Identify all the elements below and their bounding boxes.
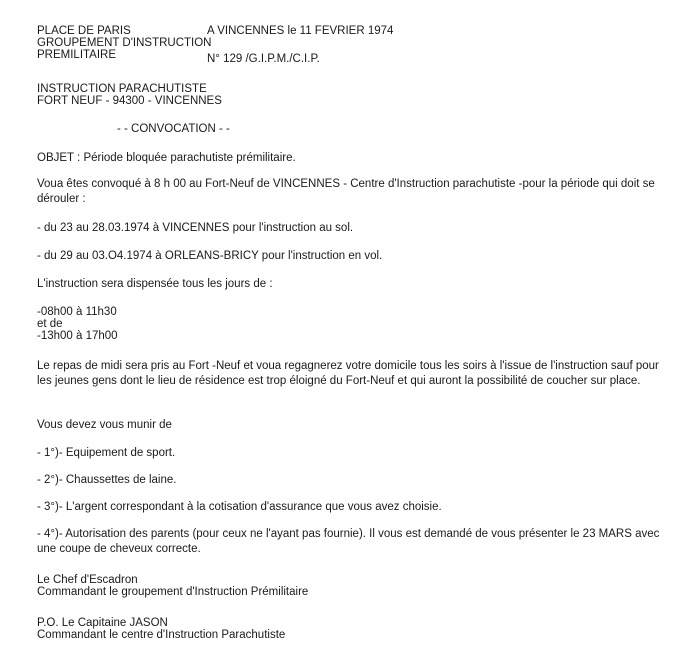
signature-chef-title: Le Chef d'Escadron: [37, 574, 138, 586]
schedule-afternoon: -13h00 à 17h00: [37, 330, 118, 342]
header-place: PLACE DE PARIS: [37, 25, 131, 37]
equipment-item: - 1°)- Equipement de sport.: [37, 447, 176, 459]
signature-chef-role: Commandant le groupement d'Instruction Prémilitaire: [37, 586, 309, 598]
unit-name: INSTRUCTION PARACHUTISTE: [37, 83, 207, 95]
signature-capitaine-role: Commandant le centre d'Instruction Parachutiste: [37, 629, 286, 641]
period-flight: - du 29 au 03.O4.1974 à ORLEANS-BRICY pour l'instruction en vol.: [37, 250, 383, 262]
equipment-item: - 3°)- L'argent correspondant à la cotisation d'assurance que vous avez choisie.: [37, 501, 442, 513]
meal-paragraph: Le repas de midi sera pris au Fort -Neuf et voua regagnerez votre domicile tous les soirs à l'issue de l'instruction sauf pour les jeunes gens dont le lieu de résidence est trop éloigné du Fort-Neuf et qui auront la possibilité de coucher sur place.: [37, 360, 659, 387]
period-ground: - du 23 au 28.03.1974 à VINCENNES pour l'instruction au sol.: [37, 222, 354, 234]
unit-address: FORT NEUF - 94300 - VINCENNES: [37, 95, 222, 107]
schedule-connector: et de: [37, 318, 63, 330]
convocation-intro: Voua êtes convoqué à 8 h 00 au Fort-Neuf de VINCENNES - Centre d'Instruction parachutiste -pour la période qui doit se dérouler :: [37, 178, 655, 205]
header-premilitaire: PREMILITAIRE: [37, 49, 117, 61]
equipment-intro: Vous devez vous munir de: [37, 419, 172, 431]
equipment-item: - 4°)- Autorisation des parents (pour ceux ne l'ayant pas fournie). Il vous est demandé de vous présenter le 23 MARS avec une coupe de cheveux correcte.: [37, 528, 660, 555]
schedule-intro: L'instruction sera dispensée tous les jours de :: [37, 278, 273, 290]
objet-line: OBJET : Période bloquée parachutiste prémilitaire.: [37, 152, 296, 164]
equipment-item: - 2°)- Chaussettes de laine.: [37, 474, 177, 486]
document-title: - - CONVOCATION - -: [117, 123, 230, 135]
header-reference: N° 129 /G.I.P.M./C.I.P.: [207, 53, 320, 65]
header-groupement: GROUPEMENT D'INSTRUCTION: [37, 37, 212, 49]
signature-capitaine-title: P.O. Le Capitaine JASON: [37, 617, 168, 629]
schedule-morning: -08h00 à 11h30: [37, 306, 117, 318]
header-date: A VINCENNES le 11 FEVRIER 1974: [207, 25, 394, 37]
